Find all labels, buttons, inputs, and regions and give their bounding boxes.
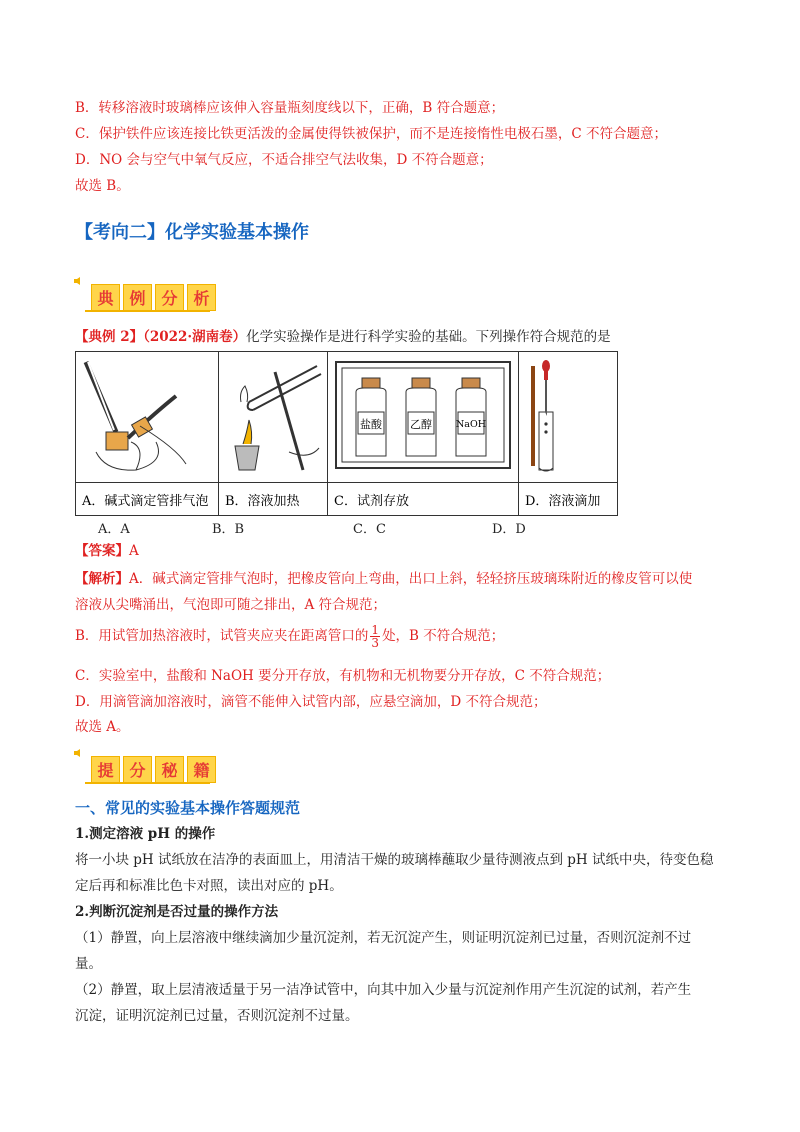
bottle-ethanol	[406, 378, 436, 456]
option-d: D．D	[492, 522, 526, 537]
analysis-a-line1	[75, 569, 692, 589]
speaker-icon	[73, 276, 83, 286]
intro-line-c: C．保护铁件应该连接比铁更活泼的金属使得铁被保护，而不是连接惰性电极石墨，C 不符合题意；	[75, 126, 667, 142]
option-b: B．B	[212, 522, 245, 537]
reagent-storage-illustration	[328, 352, 518, 478]
tips-badge	[85, 754, 213, 784]
option-a: A．A	[98, 522, 130, 537]
fraction-denominator: 3	[371, 636, 380, 650]
item1-line1: 将一小块 pH 试纸放在洁净的表面皿上，用清洁干燥的玻璃棒蘸取少量待测液点到 pH 试纸中央，待变色稳	[75, 852, 714, 868]
caption-d: D．溶液滴加	[519, 483, 618, 516]
intro-conclusion: 故选 B。	[75, 178, 130, 194]
caption-a: A．碱式滴定管排气泡	[76, 483, 219, 516]
example-question-text: 化学实验操作是进行科学实验的基础。下列操作符合规范的是	[246, 329, 611, 345]
analysis-a1: A．碱式滴定管排气泡时，把橡皮管向上弯曲，出口上斜，轻轻挤压玻璃珠附近的橡皮管可以使	[129, 571, 693, 587]
figure-a	[76, 352, 219, 483]
badge-char: 分	[155, 284, 184, 311]
example-question	[75, 327, 611, 347]
example-analysis-badge	[85, 282, 213, 312]
item1-title: 1.测定溶液 pH 的操作	[75, 826, 216, 842]
analysis-c-line: C．实验室中，盐酸和 NaOH 要分开存放，有机物和无机物要分开存放，C 不符合规范；	[75, 668, 611, 684]
label-hcl: 盐酸	[360, 418, 382, 431]
intro-line-d: D．NO 会与空气中氧气反应，不适合排空气法收集，D 不符合题意；	[75, 152, 493, 168]
burette-bubble-illustration	[76, 352, 218, 478]
answer-line	[75, 541, 139, 561]
label-ethanol: 乙醇	[410, 418, 432, 431]
label-naoh: NaOH	[455, 419, 487, 430]
analysis-b-line	[75, 622, 504, 650]
badge-char: 秘	[155, 756, 184, 783]
item2-p2-line2: 沉淀，证明沉淀剂已过量，否则沉淀剂不过量。	[75, 1008, 359, 1024]
answer-value: A	[129, 543, 139, 559]
badge-char: 典	[91, 284, 120, 311]
example-tag: 【典例 2】	[75, 329, 144, 345]
badge-char: 析	[187, 284, 216, 311]
fraction-numerator: 1	[371, 623, 380, 637]
analysis-b-post: 处，B 不符合规范；	[382, 628, 505, 644]
section-heading: 【考向二】化学实验基本操作	[75, 222, 309, 243]
intro-line-b: B．转移溶液时玻璃棒应该伸入容量瓶刻度线以下，正确，B 符合题意；	[75, 100, 505, 116]
speaker-icon	[73, 748, 83, 758]
fraction	[370, 624, 380, 649]
figure-b	[219, 352, 328, 483]
badge-char: 分	[123, 756, 152, 783]
item1-line2: 定后再和标准比色卡对照，读出对应的 pH。	[75, 878, 343, 894]
analysis-a-line2: 溶液从尖嘴涌出，气泡即可随之排出，A 符合规范；	[75, 597, 387, 613]
item2-p2-line1: （2）静置，取上层清液适量于另一洁净试管中，向其中加入少量与沉淀剂作用产生沉淀的试剂，若产生	[75, 982, 692, 998]
dropper-illustration	[519, 352, 617, 478]
subsection-heading: 一、常见的实验基本操作答题规范	[75, 799, 301, 817]
badge-char: 籍	[187, 756, 216, 783]
figure-table	[75, 351, 618, 516]
example-source: （2022·湖南卷）	[143, 329, 247, 345]
badge-char: 提	[91, 756, 120, 783]
item2-p1-line1: （1）静置，向上层溶液中继续滴加少量沉淀剂，若无沉淀产生，则证明沉淀剂已过量，否则沉淀剂不过	[75, 930, 692, 946]
caption-c: C．试剂存放	[328, 483, 519, 516]
figure-d	[519, 352, 618, 483]
item2-title: 2.判断沉淀剂是否过量的操作方法	[75, 904, 279, 920]
bottle-naoh	[456, 378, 486, 456]
badge-char: 例	[123, 284, 152, 311]
test-tube-heating-illustration	[219, 352, 327, 478]
caption-b: B．溶液加热	[219, 483, 328, 516]
option-c: C．C	[353, 522, 386, 537]
item2-p1-line2: 量。	[75, 956, 102, 972]
analysis-tag: 【解析】	[75, 571, 129, 587]
analysis-conclusion: 故选 A。	[75, 719, 130, 735]
analysis-b-pre: B．用试管加热溶液时，试管夹应夹在距离管口的	[75, 628, 369, 644]
analysis-d-line: D．用滴管滴加溶液时，滴管不能伸入试管内部，应悬空滴加，D 不符合规范；	[75, 694, 547, 710]
answer-tag: 【答案】	[75, 543, 129, 559]
figure-c	[328, 352, 519, 483]
bottle-hydrochloric-acid	[356, 378, 386, 456]
